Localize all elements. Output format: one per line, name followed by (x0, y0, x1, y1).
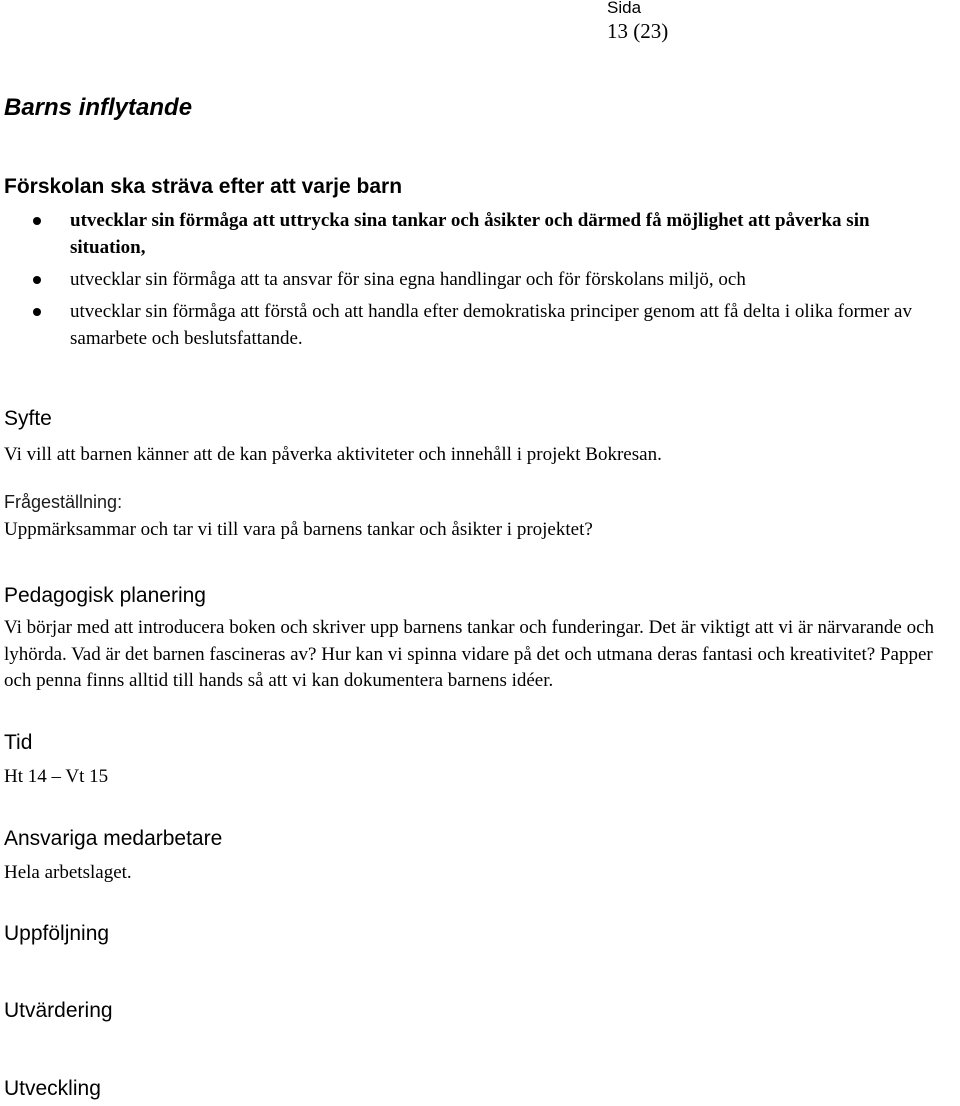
utveckling-heading: Utveckling (4, 1077, 101, 1100)
goal-item (0, 207, 945, 261)
goal-item-text: utvecklar sin förmåga att ta ansvar för sina egna handlingar och för förskolans miljö, och (70, 269, 746, 290)
uppfoljning-heading: Uppföljning (4, 922, 110, 945)
question-label: Frågeställning: (4, 492, 123, 512)
section-title: Barns inflytande (4, 94, 193, 121)
goals-list (0, 207, 960, 357)
bullet-icon (33, 276, 41, 284)
bullet-icon (33, 217, 41, 225)
bullet-icon (33, 308, 41, 316)
page-number: 13 (23) (607, 19, 669, 43)
question-text: Uppmärksammar och tar vi till vara på barnens tankar och åsikter i projektet? (4, 519, 593, 540)
goal-item (0, 298, 945, 352)
utvardering-heading: Utvärdering (4, 999, 113, 1022)
tid-heading: Tid (4, 731, 33, 754)
goal-item-text: utvecklar sin förmåga att förstå och att handla efter demokratiska principer genom att få delta i olika former av samarbete och beslutsfattande. (70, 301, 912, 349)
goals-heading: Förskolan ska sträva efter att varje barn (4, 175, 403, 198)
goal-item (0, 266, 945, 293)
tid-text: Ht 14 – Vt 15 (4, 766, 109, 787)
planering-heading: Pedagogisk planering (4, 584, 206, 607)
page-label: Sida (607, 0, 642, 17)
ansvariga-text: Hela arbetslaget. (4, 862, 132, 883)
goal-item-text: utvecklar sin förmåga att uttrycka sina tankar och åsikter och därmed få möjlighet att påverka sin situation, (70, 210, 870, 258)
planering-text: Vi börjar med att introducera boken och skriver upp barnens tankar och funderingar. Det är viktigt att vi är närvarande och lyhörda. Vad är det barnen fascineras av? Hur kan vi spinna vidare på det och utmana deras fantasi och kreativitet? Papper och penna finns alltid till hands så att vi kan dokumentera barnens idéer. (4, 617, 935, 691)
syfte-heading: Syfte (4, 407, 52, 430)
syfte-text: Vi vill att barnen känner att de kan påverka aktiviteter och innehåll i projekt Bokresan. (4, 444, 662, 465)
ansvariga-heading: Ansvariga medarbetare (4, 827, 223, 850)
